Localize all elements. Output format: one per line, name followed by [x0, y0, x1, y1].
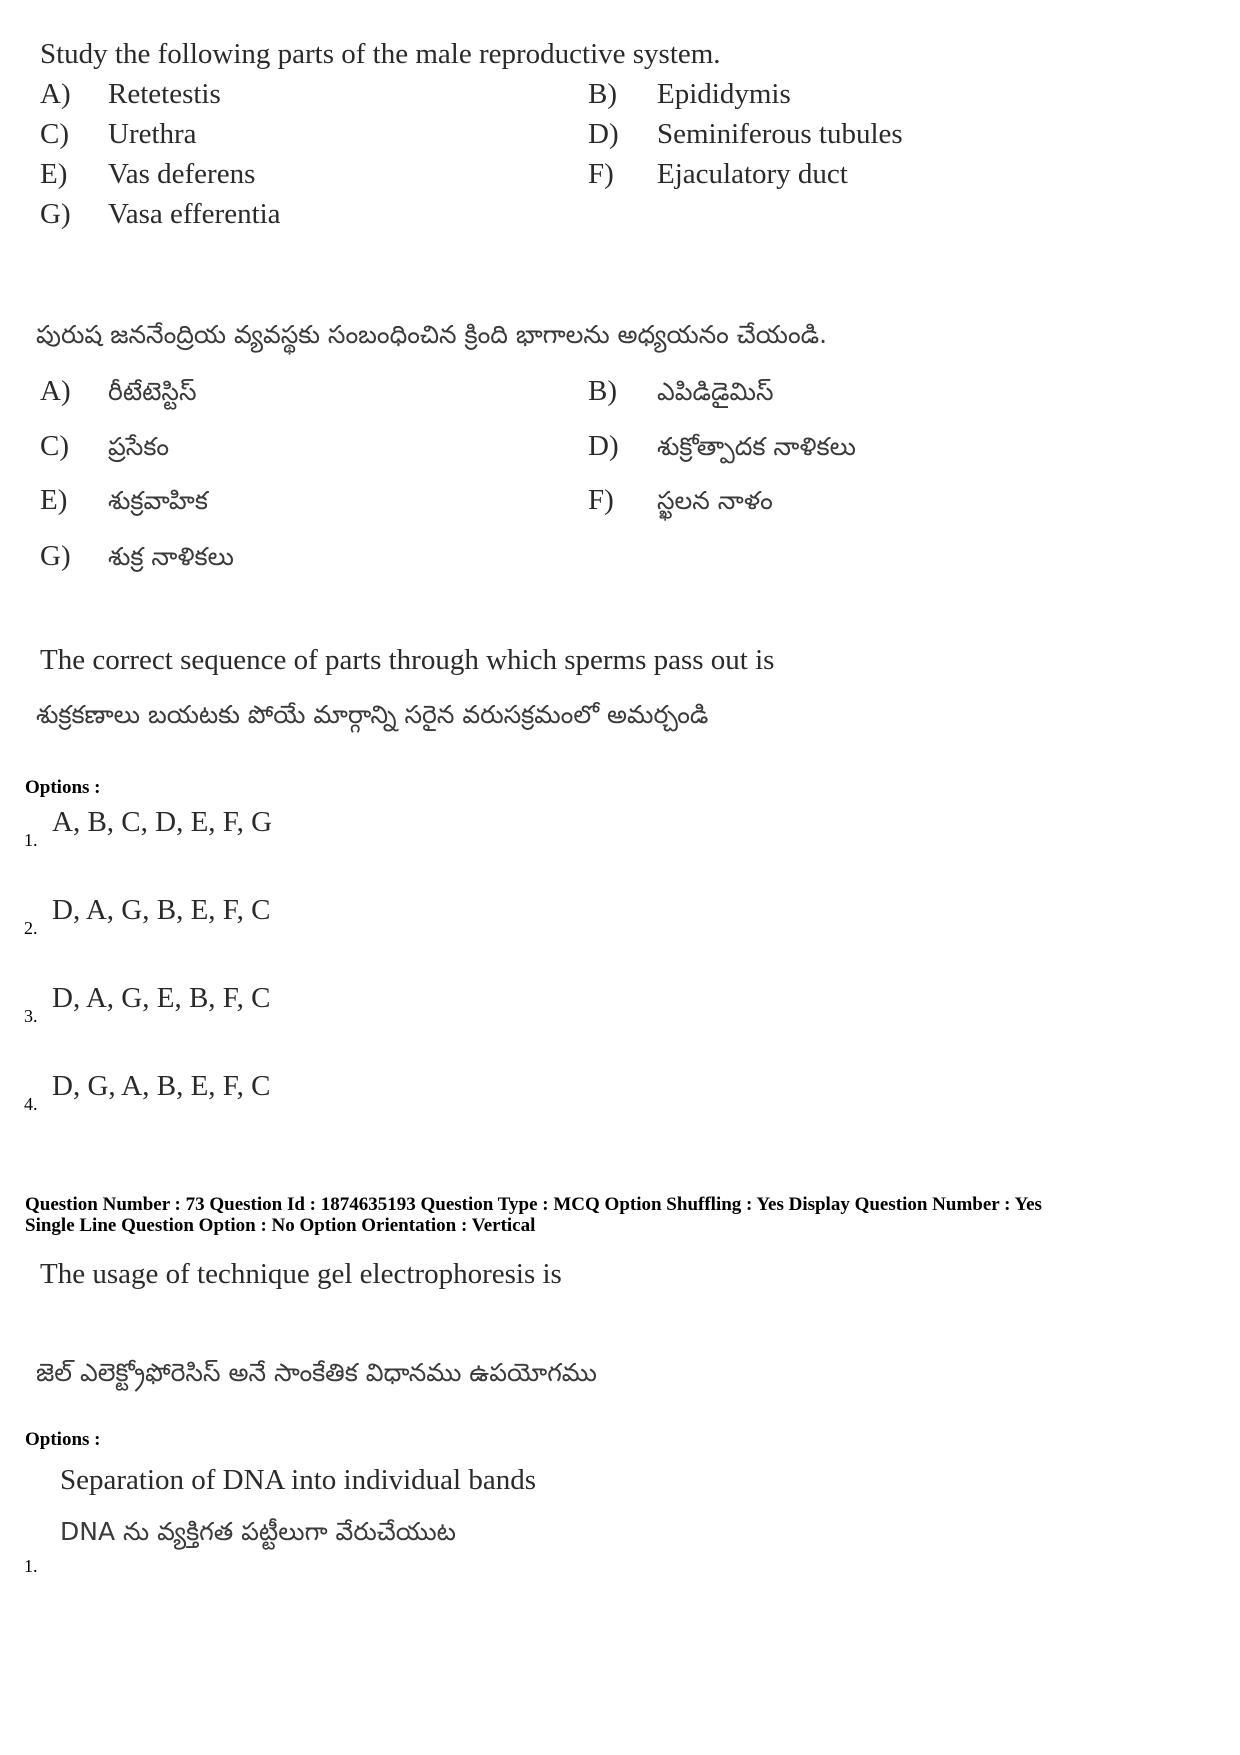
q72-part-te-label: E)	[40, 484, 68, 516]
q72-stem-en: Study the following parts of the male reproductive system.	[40, 38, 721, 70]
q72-part-label: C)	[40, 118, 69, 150]
q72-part-te-label: B)	[588, 375, 617, 407]
q72-part-label: E)	[40, 158, 68, 190]
q72-part-text: Urethra	[108, 118, 197, 150]
q73-stem-te: జెల్ ఎలెక్ట్రోఫోరెసిస్ అనే సాంకేతిక విధానము ఉపయోగము	[36, 1358, 597, 1387]
q73-option-1-en[interactable]: Separation of DNA into individual bands	[60, 1464, 537, 1496]
q72-option-3[interactable]: D, A, G, E, B, F, C	[52, 982, 271, 1014]
q72-part-te-label: A)	[40, 375, 71, 407]
q72-part-te-text: రీటేటెస్టిస్	[108, 377, 197, 406]
q72-option-number: 4.	[24, 1094, 38, 1114]
q73-meta-line2: Single Line Question Option : No Option Orientation : Vertical	[25, 1215, 536, 1236]
q72-part-text: Seminiferous tubules	[657, 118, 903, 150]
q72-part-te-text: ప్రసేకం	[108, 432, 170, 461]
q72-part-label: B)	[588, 78, 617, 110]
q72-part-te-text: శుక్రవాహిక	[108, 486, 208, 515]
q72-option-1[interactable]: A, B, C, D, E, F, G	[52, 806, 273, 838]
q72-option-number: 1.	[24, 830, 38, 850]
q72-part-te-text: శుక్ర నాళికలు	[108, 542, 234, 571]
q72-part-text: Vas deferens	[108, 158, 256, 190]
q72-part-te-label: G)	[40, 540, 71, 572]
q72-option-number: 2.	[24, 918, 38, 938]
q72-part-te-text: ఎపిడిడైమిస్	[657, 377, 774, 406]
q72-stem-te: పురుష జననేంద్రియ వ్యవస్థకు సంబంధించిన క్రింది భాగాలను అధ్యయనం చేయండి.	[36, 320, 828, 349]
q72-part-te-text: శుక్రోత్పాదక నాళికలు	[657, 432, 856, 461]
q72-part-label: D)	[588, 118, 619, 150]
q72-part-label: G)	[40, 198, 71, 230]
q72-sequence-te: శుక్రకణాలు బయటకు పోయే మార్గాన్ని సరైన వరుసక్రమంలో అమర్చండి	[36, 700, 709, 729]
q73-option-number: 1.	[24, 1556, 38, 1576]
q72-part-te-text: స్ఖలన నాళం	[657, 486, 773, 515]
q72-part-label: F)	[588, 158, 614, 190]
q72-option-number: 3.	[24, 1006, 38, 1026]
q72-part-te-label: D)	[588, 430, 619, 462]
q72-option-4[interactable]: D, G, A, B, E, F, C	[52, 1070, 271, 1102]
q72-part-text: Ejaculatory duct	[657, 158, 848, 190]
q72-part-te-label: F)	[588, 484, 614, 516]
q72-part-text: Vasa efferentia	[108, 198, 281, 230]
q72-sequence-en: The correct sequence of parts through which sperms pass out is	[40, 644, 775, 676]
q73-option-1-te-line[interactable]	[60, 1516, 456, 1553]
q72-options-label: Options :	[25, 777, 101, 798]
q73-stem-en: The usage of technique gel electrophoresis is	[40, 1258, 562, 1290]
q72-part-label: A)	[40, 78, 71, 110]
q72-part-te-label: C)	[40, 430, 69, 462]
q73-meta-line1: Question Number : 73 Question Id : 1874635193 Question Type : MCQ Option Shuffling : Yes Display Question Number : Yes	[25, 1194, 1042, 1215]
q72-part-text: Epididymis	[657, 78, 791, 110]
q72-part-text: Retetestis	[108, 78, 221, 110]
q73-options-label: Options :	[25, 1429, 101, 1450]
q73-option-1-te: DNA ను వ్యక్తిగత పట్టీలుగా వేరుచేయుట	[60, 1517, 456, 1546]
q72-option-2[interactable]: D, A, G, B, E, F, C	[52, 894, 271, 926]
